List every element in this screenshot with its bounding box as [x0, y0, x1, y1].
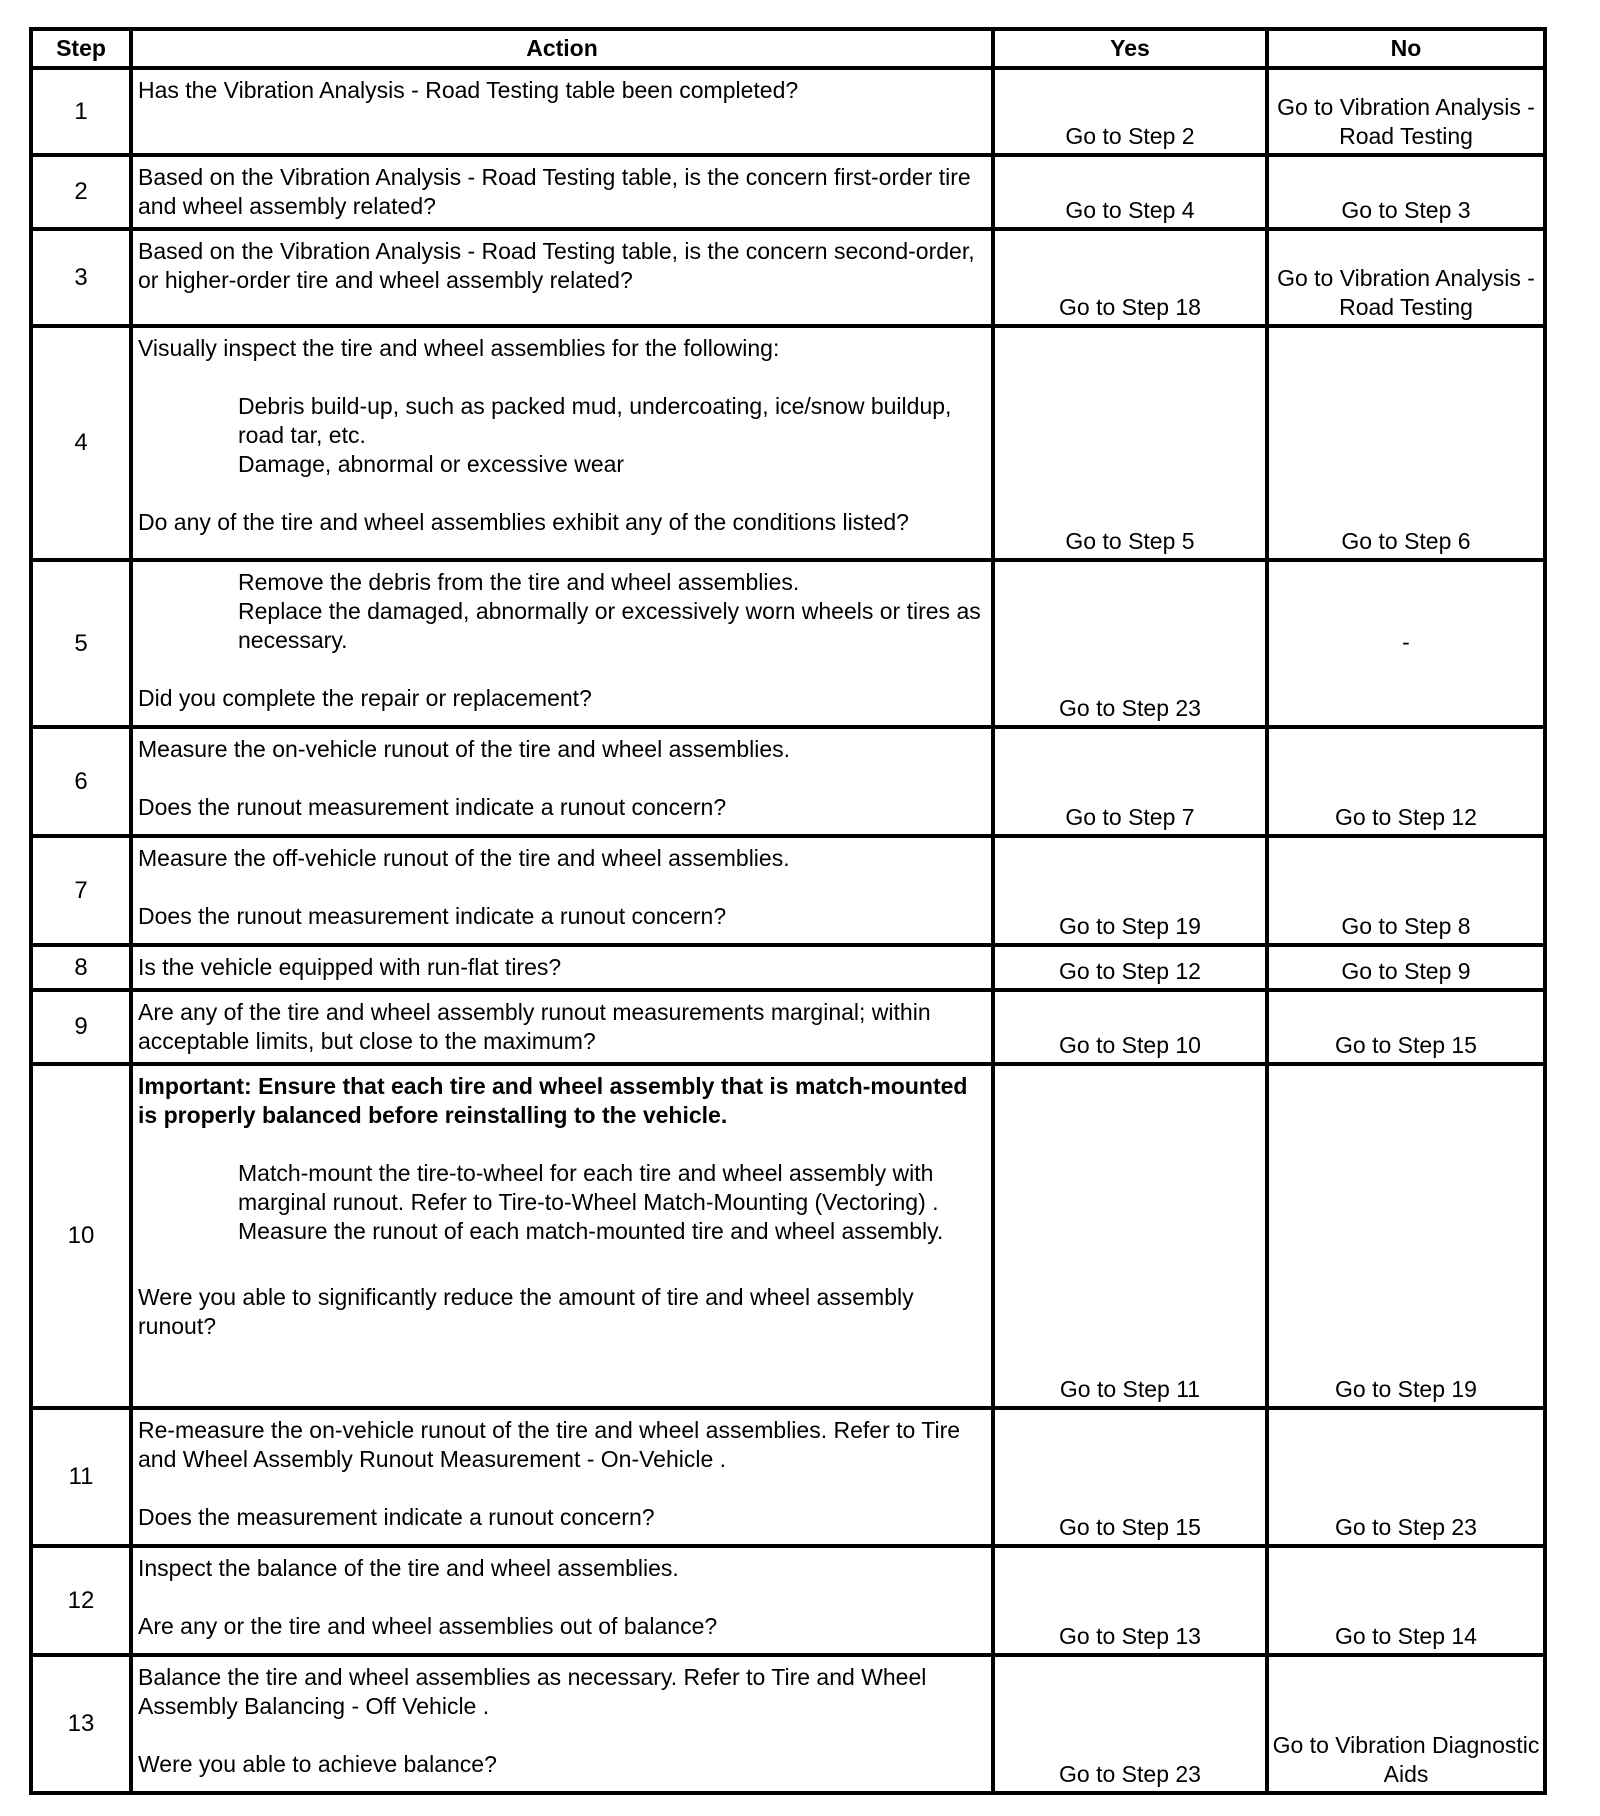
action-text: Based on the Vibration Analysis - Road Testing table, is the concern first-order tire and wheel assembly related?: [138, 164, 971, 219]
table-row: [31, 1546, 1545, 1655]
action-text: Visually inspect the tire and wheel assemblies for the following:: [138, 335, 780, 361]
no-result: Go to Step 12: [1267, 727, 1545, 836]
header-row: [31, 29, 1545, 68]
table-row: [31, 229, 1545, 326]
action-question: Do any of the tire and wheel assemblies exhibit any of the conditions listed?: [138, 509, 909, 535]
action-cell: [131, 1546, 993, 1655]
action-question: Does the runout measurement indicate a runout concern?: [138, 794, 727, 820]
no-result: Go to Vibration Analysis - Road Testing: [1267, 229, 1545, 326]
yes-result: Go to Step 23: [993, 560, 1267, 727]
table-row: [31, 1408, 1545, 1546]
header-step: Step: [31, 29, 131, 68]
table-row: [31, 836, 1545, 945]
table-row: [31, 68, 1545, 155]
yes-result: Go to Step 12: [993, 945, 1267, 990]
action-bullet: Damage, abnormal or excessive wear: [238, 451, 625, 477]
action-cell: [131, 560, 993, 727]
action-question: Does the measurement indicate a runout concern?: [138, 1504, 655, 1530]
action-cell: [131, 1408, 993, 1546]
table-row: [31, 990, 1545, 1064]
header-action: Action: [131, 29, 993, 68]
header-yes: Yes: [993, 29, 1267, 68]
yes-result: Go to Step 15: [993, 1408, 1267, 1546]
yes-result: Go to Step 7: [993, 727, 1267, 836]
action-question: Are any or the tire and wheel assemblies out of balance?: [138, 1613, 718, 1639]
step-number: 5: [31, 560, 131, 727]
diagnostic-table: [29, 27, 1547, 1795]
action-question: Were you able to achieve balance?: [138, 1751, 497, 1777]
table-row: [31, 1064, 1545, 1408]
action-text: Is the vehicle equipped with run-flat tires?: [138, 954, 562, 980]
action-text: Measure the on-vehicle runout of the tire and wheel assemblies.: [138, 736, 791, 762]
table-row: [31, 326, 1545, 560]
step-number: 10: [31, 1064, 131, 1408]
step-number: 6: [31, 727, 131, 836]
step-number: 3: [31, 229, 131, 326]
action-text: Are any of the tire and wheel assembly runout measurements marginal; within acceptable limits, but close to the maximum?: [138, 999, 931, 1054]
action-text: Measure the off-vehicle runout of the tire and wheel assemblies.: [138, 845, 790, 871]
table-row: [31, 155, 1545, 229]
action-bullet: Measure the runout of each match-mounted tire and wheel assembly.: [238, 1218, 944, 1244]
yes-result: Go to Step 11: [993, 1064, 1267, 1408]
no-result: Go to Step 6: [1267, 326, 1545, 560]
yes-result: Go to Step 23: [993, 1655, 1267, 1793]
action-cell: [131, 727, 993, 836]
no-result: Go to Step 15: [1267, 990, 1545, 1064]
step-number: 11: [31, 1408, 131, 1546]
action-cell: [131, 155, 993, 229]
no-result: -: [1267, 560, 1545, 727]
table-row: [31, 1655, 1545, 1793]
no-result: Go to Step 3: [1267, 155, 1545, 229]
step-number: 1: [31, 68, 131, 155]
action-cell: [131, 1064, 993, 1408]
action-question: Does the runout measurement indicate a runout concern?: [138, 903, 727, 929]
action-bullet: Remove the debris from the tire and wheel assemblies.: [238, 569, 800, 595]
no-result: Go to Step 14: [1267, 1546, 1545, 1655]
yes-result: Go to Step 19: [993, 836, 1267, 945]
table-row: [31, 727, 1545, 836]
no-result: Go to Step 23: [1267, 1408, 1545, 1546]
action-cell: [131, 326, 993, 560]
no-result: Go to Vibration Diagnostic Aids: [1267, 1655, 1545, 1793]
action-cell: [131, 945, 993, 990]
no-result: Go to Step 19: [1267, 1064, 1545, 1408]
yes-result: Go to Step 18: [993, 229, 1267, 326]
step-number: 2: [31, 155, 131, 229]
action-text: Inspect the balance of the tire and wheel assemblies.: [138, 1555, 679, 1581]
yes-result: Go to Step 2: [993, 68, 1267, 155]
action-cell: [131, 68, 993, 155]
yes-result: Go to Step 10: [993, 990, 1267, 1064]
step-number: 12: [31, 1546, 131, 1655]
action-question: Were you able to significantly reduce the amount of tire and wheel assembly runout?: [138, 1284, 914, 1339]
action-bullet: Replace the damaged, abnormally or excessively worn wheels or tires as necessary.: [238, 598, 981, 653]
yes-result: Go to Step 4: [993, 155, 1267, 229]
action-bullet: Match-mount the tire-to-wheel for each tire and wheel assembly with marginal runout. Refer to Tire-to-Wheel Match-Mounting (Vectoring) .: [238, 1160, 939, 1215]
action-text: Based on the Vibration Analysis - Road Testing table, is the concern second-order, or higher-order tire and wheel assembly related?: [138, 238, 975, 293]
step-number: 9: [31, 990, 131, 1064]
step-number: 7: [31, 836, 131, 945]
action-cell: [131, 1655, 993, 1793]
no-result: Go to Vibration Analysis - Road Testing: [1267, 68, 1545, 155]
action-text: Re-measure the on-vehicle runout of the tire and wheel assemblies. Refer to Tire and Wheel Assembly Runout Measurement - On-Vehicle .: [138, 1417, 961, 1472]
important-note: Important: Ensure that each tire and wheel assembly that is match-mounted is properly balanced before reinstalling to the vehicle.: [138, 1073, 968, 1128]
step-number: 8: [31, 945, 131, 990]
step-number: 4: [31, 326, 131, 560]
step-number: 13: [31, 1655, 131, 1793]
action-text: Balance the tire and wheel assemblies as necessary. Refer to Tire and Wheel Assembly Balancing - Off Vehicle .: [138, 1664, 927, 1719]
yes-result: Go to Step 13: [993, 1546, 1267, 1655]
no-result: Go to Step 9: [1267, 945, 1545, 990]
table-row: [31, 560, 1545, 727]
no-result: Go to Step 8: [1267, 836, 1545, 945]
header-no: No: [1267, 29, 1545, 68]
table-row: [31, 945, 1545, 990]
action-question: Did you complete the repair or replacement?: [138, 685, 592, 711]
action-cell: [131, 229, 993, 326]
action-text: Has the Vibration Analysis - Road Testing table been completed?: [138, 77, 799, 103]
action-cell: [131, 836, 993, 945]
yes-result: Go to Step 5: [993, 326, 1267, 560]
action-bullet: Debris build-up, such as packed mud, undercoating, ice/snow buildup, road tar, etc.: [238, 393, 952, 448]
action-cell: [131, 990, 993, 1064]
